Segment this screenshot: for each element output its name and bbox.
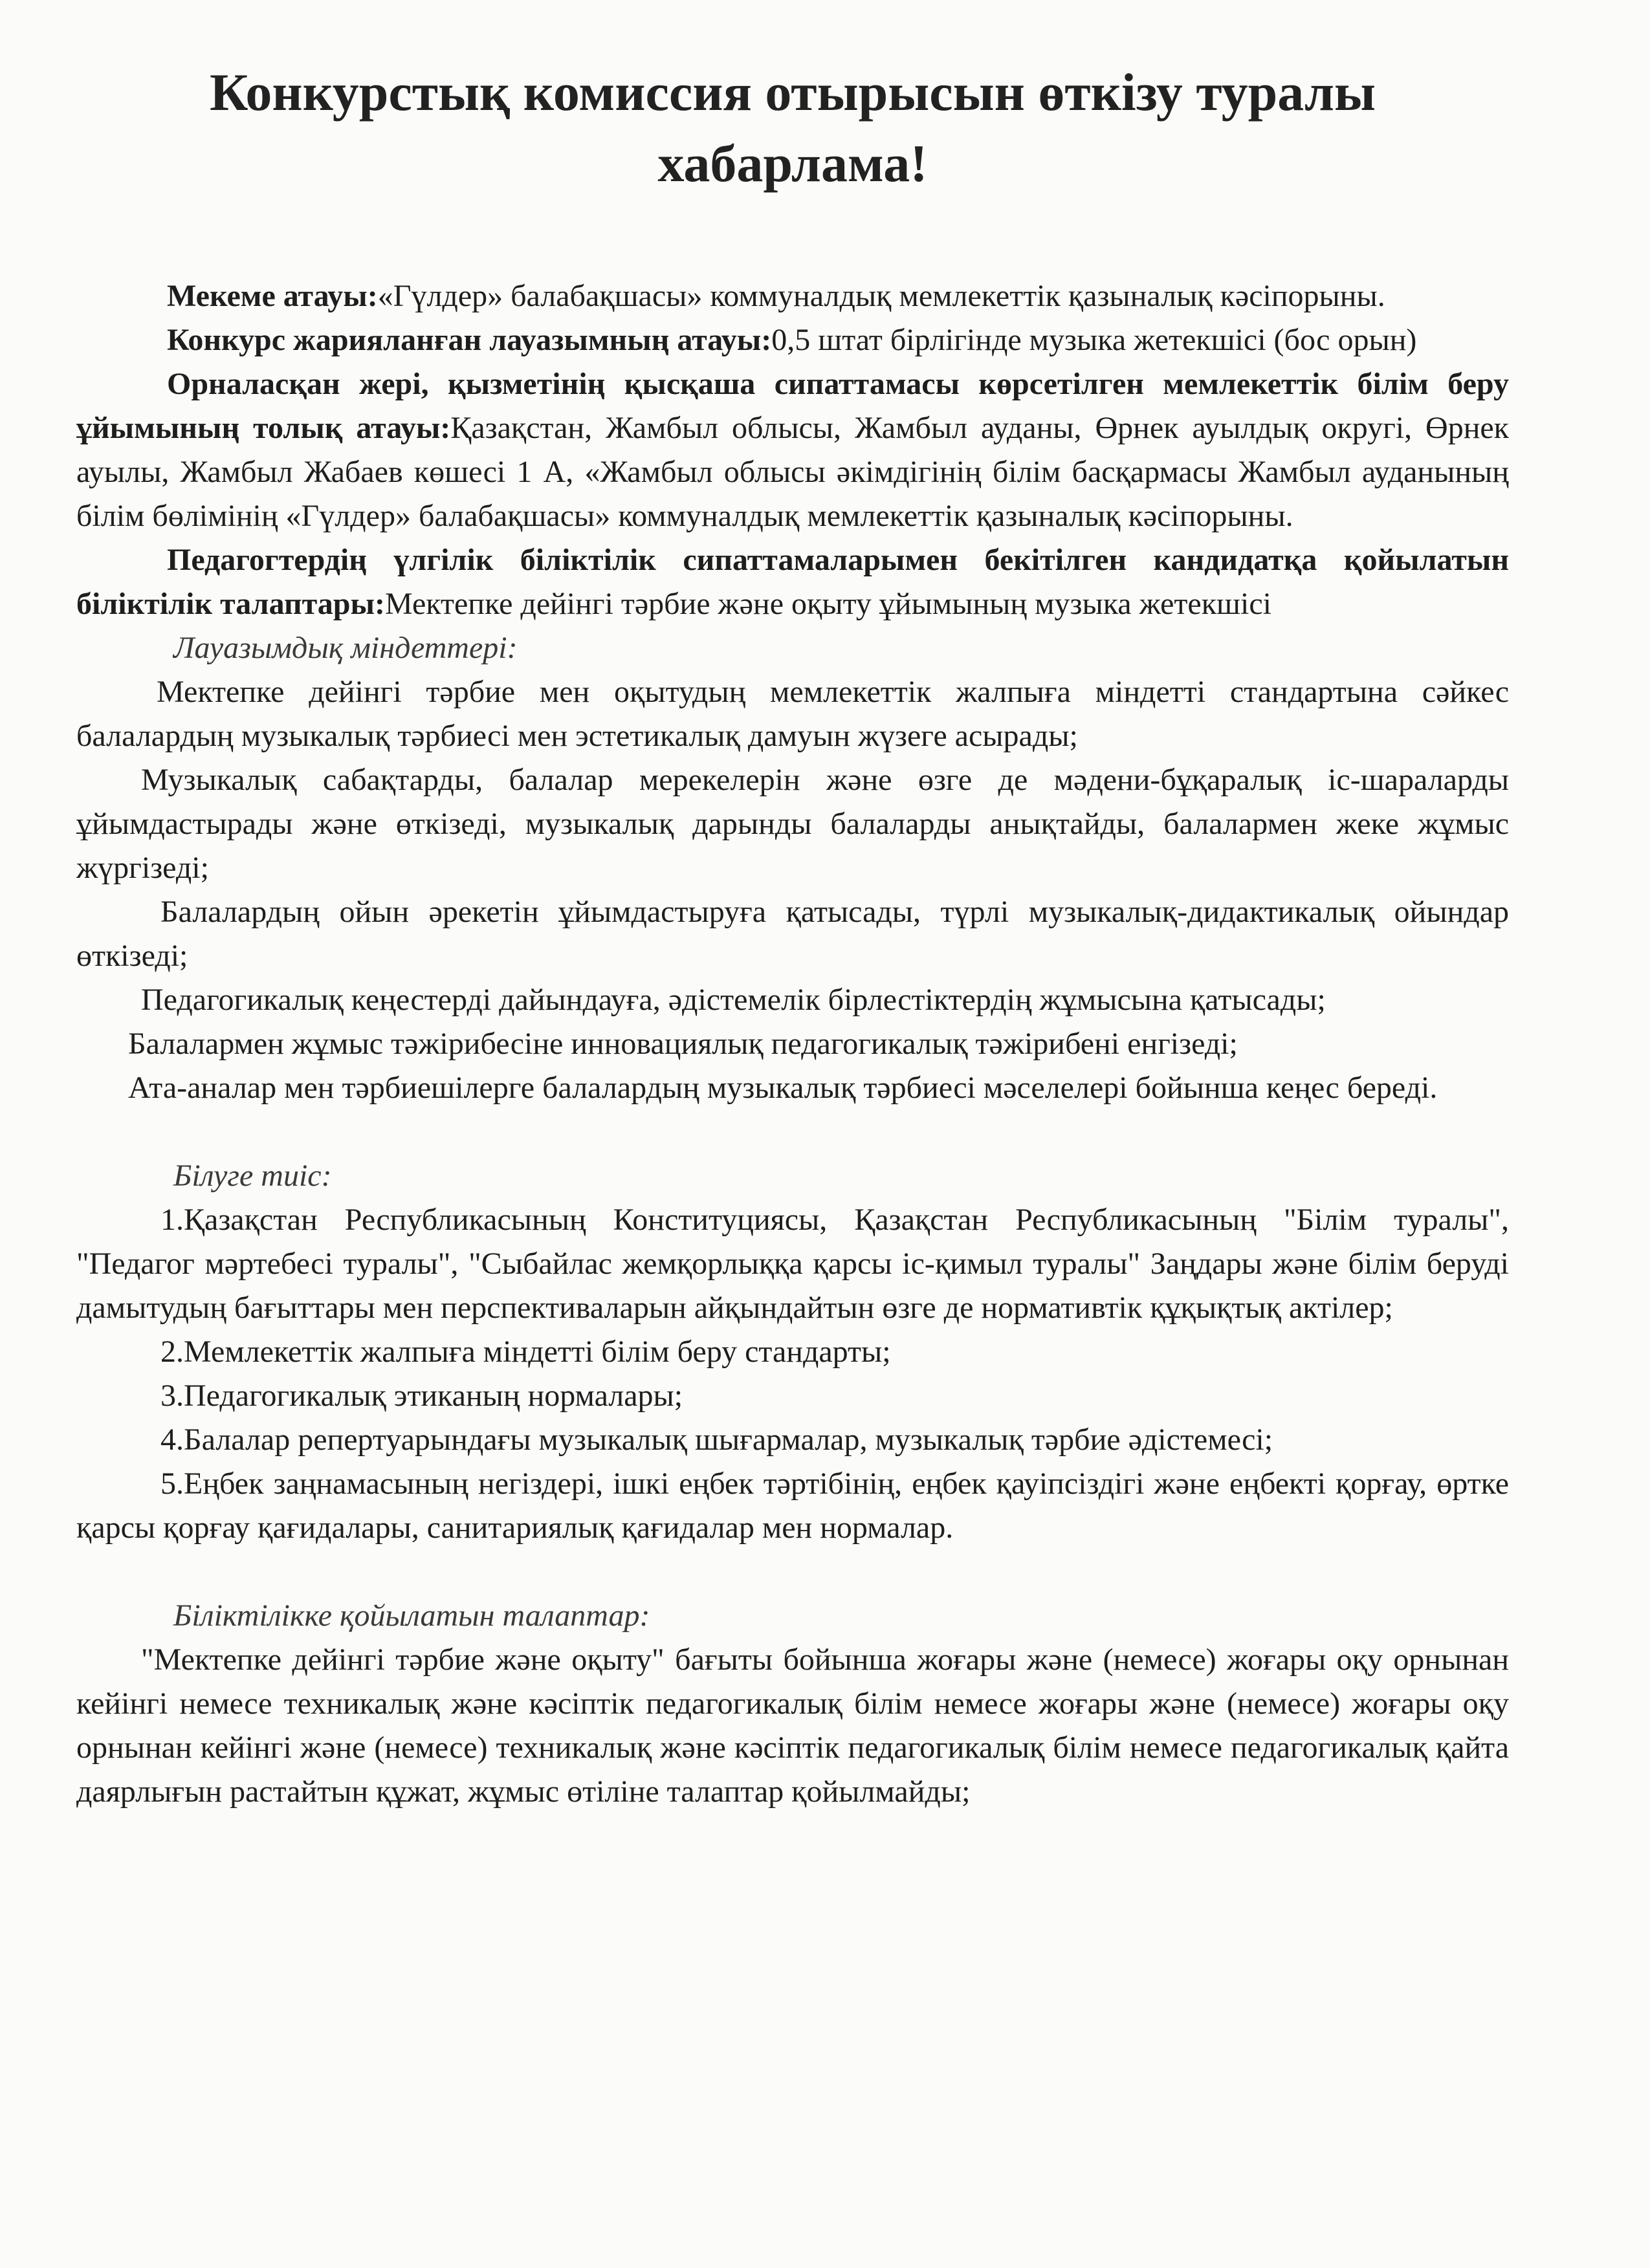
page-title: Конкурстық комиссия отырысын өткізу туралы хабарлама! <box>210 63 1376 193</box>
requirements-text: "Мектепке дейінгі тәрбие және оқыту" бағыты бойынша жоғары және (немесе) жоғары оқу орнынан кейінгі немесе техникалық және кәсіптік педагогикалық білім немесе жоғары және (немесе) жоғары оқу орнынан кейінгі және (немесе) техникалық және кәсіптік педагогикалық білім немесе педагогикалық қайта даярлығын растайтын құжат, жұмыс өтіліне талаптар қойылмайды; <box>76 1642 1509 1809</box>
field-qualification-requirements <box>76 538 1509 626</box>
field-value: 0,5 штат бірлігінде музыка жетекшісі (бос орын) <box>771 323 1417 357</box>
knowledge-item: 3.Педагогикалық этиканың нормалары; <box>160 1379 683 1413</box>
knowledge-item: 1.Қазақстан Республикасының Конституциясы, Қазақстан Республикасының "Білім туралы", "Педагог мәртебесі туралы", "Сыбайлас жемқорлыққа қарсы іс-қимыл туралы" Заңдары және білім беруді дамытудың бағыттары мен перспективаларын айқындайтын өзге де нормативтік құқықтық актілер; <box>76 1203 1509 1325</box>
field-label: Орналасқан жері, қызметінің қысқаша сипаттамасы көрсетілген мемлекеттік білім беру ұйымының толық атауы: <box>76 367 1509 445</box>
knowledge-item: 5.Еңбек заңнамасының негіздері, ішкі еңбек тәртібінің, еңбек қауіпсіздігі және еңбекті қорғау, өртке қарсы қорғау қағидалары, санитариялық қағидалар мен нормалар. <box>76 1467 1509 1545</box>
duty-item: Музыкалық сабақтарды, балалар мерекелерін және өзге де мәдени-бұқаралық іс-шараларды ұйымдастырады және өткізеді, музыкалық дарынды балаларды анықтайды, балалармен жеке жұмыс жүргізеді; <box>76 763 1509 885</box>
duty-item: Мектепке дейінгі тәрбие мен оқытудың мемлекеттік жалпыға міндетті стандартына сәйкес балалардың музыкалық тәрбиесі мен эстетикалық дамуын жүзеге асырады; <box>76 675 1509 753</box>
field-label: Мекеме атауы: <box>167 279 378 313</box>
document-body <box>76 274 1509 1814</box>
document-page <box>76 0 1509 2268</box>
field-institution-name <box>76 274 1509 318</box>
field-position-name <box>76 318 1509 362</box>
knowledge-item: 2.Мемлекеттік жалпыға міндетті білім беру стандарты; <box>160 1335 891 1369</box>
field-label: Конкурс жарияланған лауазымның атауы: <box>167 323 772 357</box>
field-value: Мектепке дейінгі тәрбие және оқыту ұйымының музыка жетекшісі <box>384 587 1271 621</box>
duty-item: Балалармен жұмыс тәжірибесіне инновациялық педагогикалық тәжірибені енгізеді; <box>128 1027 1238 1061</box>
knowledge-item: 4.Балалар репертуарындағы музыкалық шығармалар, музыкалық тәрбие әдістемесі; <box>160 1423 1273 1457</box>
field-value: «Гүлдер» балабақшасы» коммуналдық мемлекеттік қазыналық кәсіпорыны. <box>377 279 1385 313</box>
duty-item: Ата-аналар мен тәрбиешілерге балалардың музыкалық тәрбиесі мәселелері бойынша кеңес береді. <box>128 1071 1438 1105</box>
duty-item: Педагогикалық кеңестерді дайындауға, әдістемелік бірлестіктердің жұмысына қатысады; <box>141 983 1326 1017</box>
duty-item: Балалардың ойын әрекетін ұйымдастыруға қатысады, түрлі музыкалық-дидактикалық ойындар өткізеді; <box>76 895 1509 973</box>
duties-heading: Лауазымдық міндеттері: <box>173 631 518 665</box>
requirements-heading: Біліктілікке қойылатын талаптар: <box>173 1598 650 1633</box>
section-gap <box>76 1110 1509 1154</box>
knowledge-heading: Білуге тиіс: <box>173 1159 332 1193</box>
field-organization-location <box>76 362 1509 538</box>
field-value: Қазақстан, Жамбыл облысы, Жамбыл ауданы, Өрнек ауылдық округі, Өрнек ауылы, Жамбыл Жабаев көшесі 1 А, «Жамбыл облысы әкімдігінің білім басқармасы Жамбыл ауданының білім бөлімінің «Гүлдер» балабақшасы» коммуналдық мемлекеттік қазыналық кәсіпорыны. <box>76 411 1510 533</box>
field-label: Педагогтердің үлгілік біліктілік сипаттамаларымен бекітілген кандидатқа қойылатын біліктілік талаптары: <box>76 543 1509 621</box>
section-gap <box>76 1550 1509 1594</box>
